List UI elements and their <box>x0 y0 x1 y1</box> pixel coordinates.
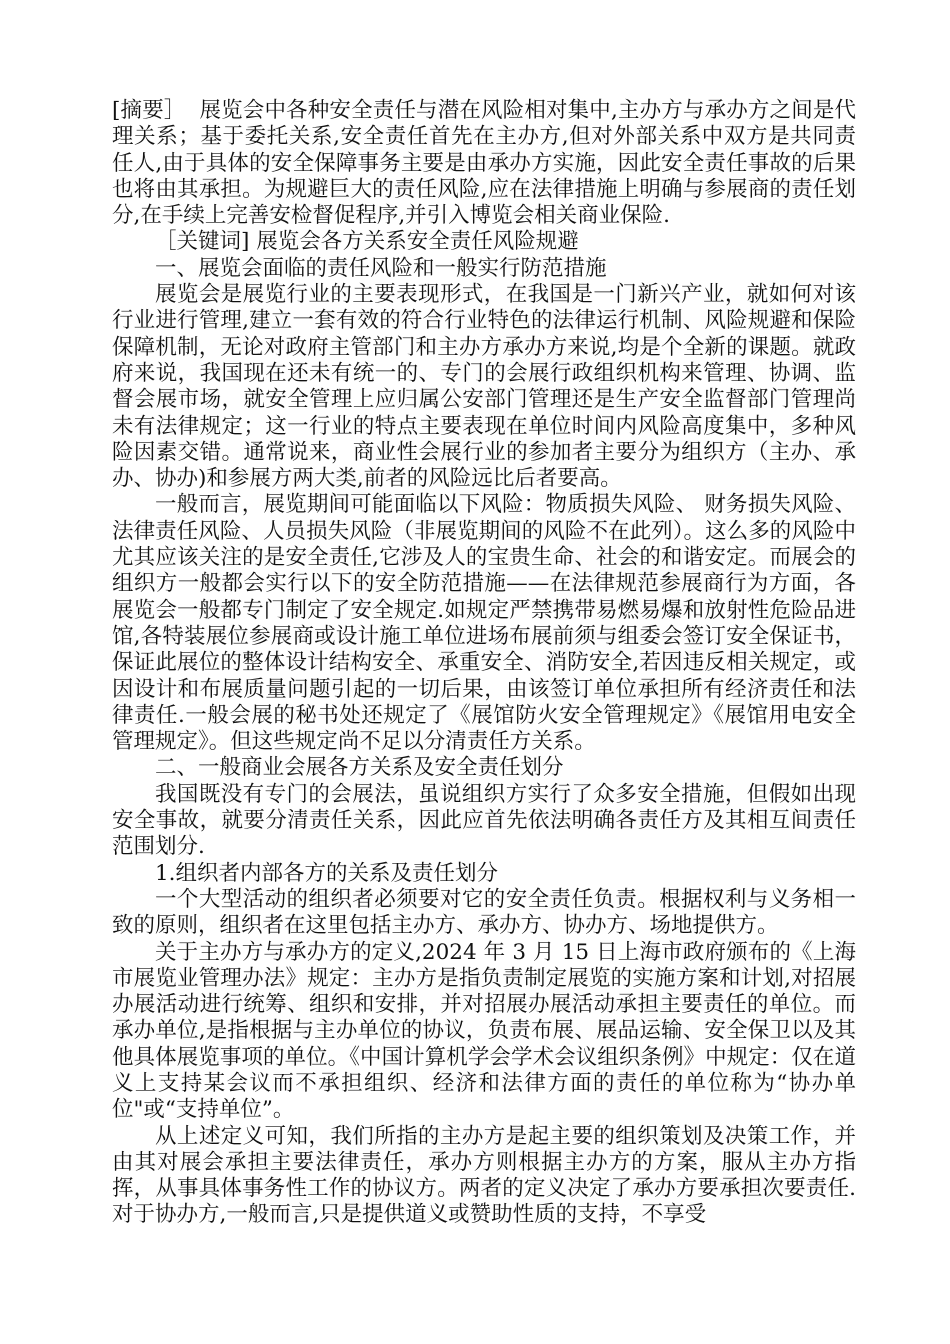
abstract-label: [摘要］ <box>112 98 186 123</box>
subsection-1-paragraph-1: 一个大型活动的组织者必须要对它的安全责任负责。根据权利与义务相一致的原则，组织者在这里包括主办方、承办方、协办方、场地提供方。 <box>112 886 856 939</box>
section-2-heading: 二、一般商业会展各方关系及安全责任划分 <box>155 755 564 781</box>
keywords-line <box>112 229 856 255</box>
subsection-1-paragraph-2: 关于主办方与承办方的定义,2024 年 3 月 15 日上海市政府颁布的《上海市展览业管理办法》规定：主办方是指负责制定展览的实施方案和计划,对招展办展活动进行统筹、组织和安排，并对招展办展活动承担主要责任的单位。而承办单位,是指根据与主办单位的协议，负责布展、展品运输、安全保卫以及其他具体展览事项的单位。《中国计算机学会学术会议组织条例》中规定：仅在道义上支持某会议而不承担组织、经济和法律方面的责任的单位称为“协办单位"或“支持单位”。 <box>112 939 856 1123</box>
abstract-paragraph <box>112 98 856 229</box>
document-page <box>112 98 856 1229</box>
keywords-label: ［关键词] <box>155 229 250 255</box>
section-1-paragraph-1: 展览会是展览行业的主要表现形式，在我国是一门新兴产业，就如何对该行业进行管理,建立一套有效的符合行业特色的法律运行机制、风险规避和保险保障机制，无论对政府主管部门和主办方承办方来说,均是个全新的课题。就政府来说，我国现在还未有统一的、专门的会展行政组织机构来管理、协调、监督会展市场，就安全管理上应归属公安部门管理还是生产安全监督部门管理尚未有法律规定；这一行业的特点主要表现在单位时间内风险高度集中，多种风险因素交错。通常说来，商业性会展行业的参加者主要分为组织方（主办、承办、协办)和参展方两大类,前者的风险远比后者要高。 <box>112 282 856 492</box>
section-1-paragraph-2: 一般而言，展览期间可能面临以下风险：物质损失风险、 财务损失风险、法律责任风险、人员损失风险（非展览期间的风险不在此列）。这么多的风险中尤其应该关注的是安全责任,它涉及人的宝贵生命、社会的和谐安定。而展会的组织方一般都会实行以下的安全防范措施——在法律规范参展商行为方面，各展览会一般都专门制定了安全规定.如规定严禁携带易燃易爆和放射性危险品进馆,各特装展位参展商或设计施工单位进场布展前须与组委会签订安全保证书，保证此展位的整体设计结构安全、承重安全、消防安全,若因违反相关规定，或因设计和布展质量问题引起的一切后果，由该签订单位承担所有经济责任和法律责任.一般会展的秘书处还规定了《展馆防火安全管理规定》《展馆用电安全管理规定》。但这些规定尚不足以分清责任方关系。 <box>112 492 856 755</box>
subsection-1-paragraph-3: 从上述定义可知，我们所指的主办方是起主要的组织策划及决策工作，并由其对展会承担主要法律责任，承办方则根据主办方的方案，服从主办方指挥，从事具体事务性工作的协议方。两者的定义决定了承办方要承担次要责任.对于协办方,一般而言,只是提供道义或赞助性质的支持，不享受 <box>112 1123 856 1228</box>
section-2-intro: 我国既没有专门的会展法，虽说组织方实行了众多安全措施，但假如出现安全事故，就要分清责任关系，因此应首先依法明确各责任方及其相互间责任范围划分. <box>112 781 856 860</box>
section-1-heading: 一、展览会面临的责任风险和一般实行防范措施 <box>155 255 607 281</box>
subsection-1-heading: 1.组织者内部各方的关系及责任划分 <box>155 860 499 886</box>
keywords-text: 展览会各方关系安全责任风险规避 <box>256 229 579 255</box>
abstract-text: 展览会中各种安全责任与潜在风险相对集中,主办方与承办方之间是代理关系；基于委托关系,安全责任首先在主办方,但对外部关系中双方是共同责任人,由于具体的安全保障事务主要是由承办方实施，因此安全责任事故的后果也将由其承担。为规避巨大的责任风险,应在法律措施上明确与参展商的责任划分,在手续上完善安检督促程序,并引入博览会相关商业保险. <box>112 98 856 229</box>
